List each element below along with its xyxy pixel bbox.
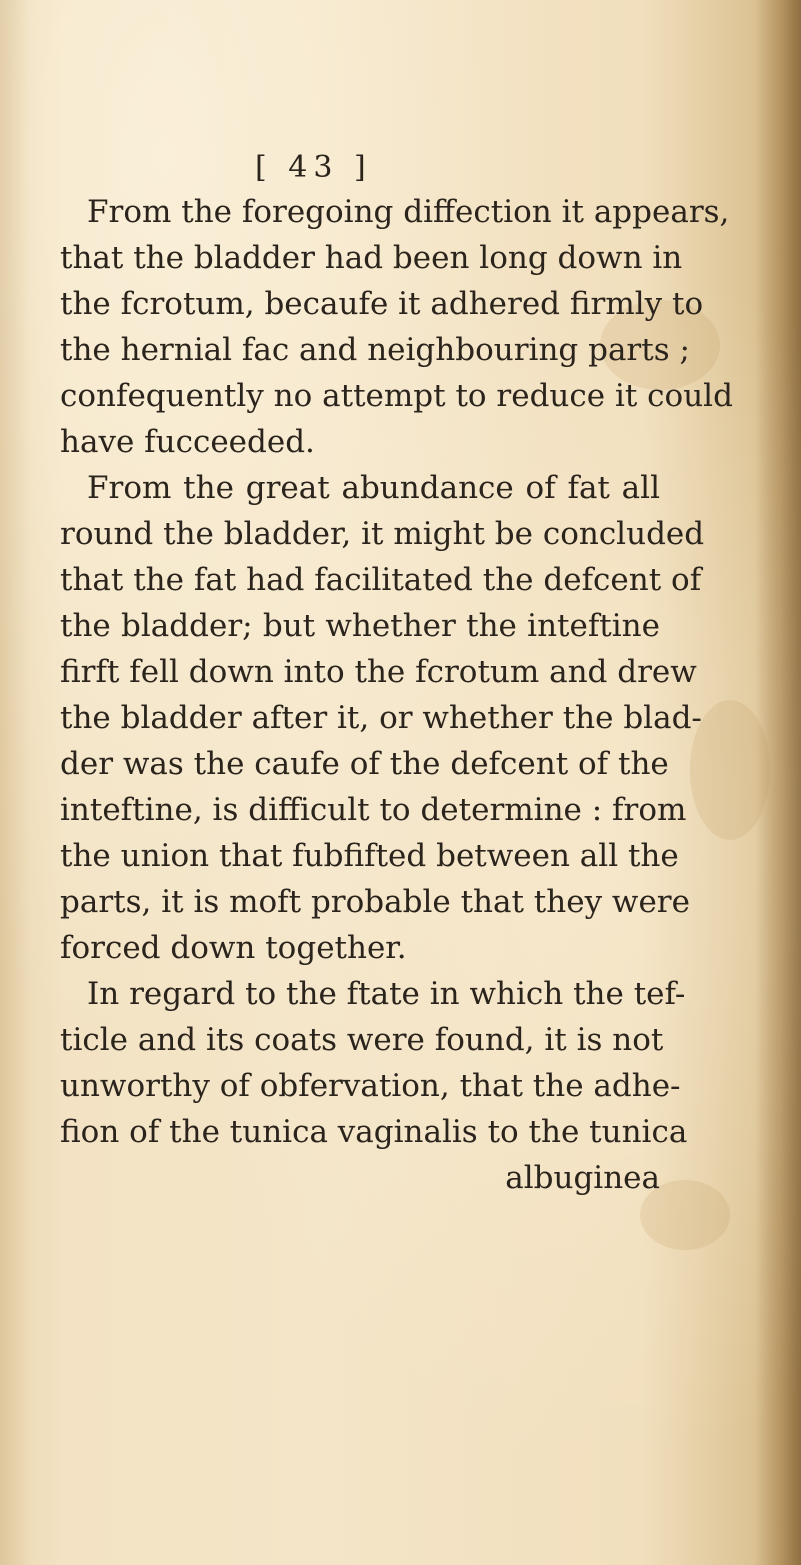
text-line: the hernial fac and neighbouring parts ; bbox=[60, 332, 690, 368]
text-line: From the foregoing diffection it appears, bbox=[87, 194, 730, 230]
text-line: confequently no attempt to reduce it could bbox=[60, 378, 733, 414]
text-line: inteftine, is difficult to determine : from bbox=[60, 792, 687, 828]
text-line: ticle and its coats were found, it is not bbox=[60, 1022, 664, 1058]
text-line: that the fat had facilitated the defcent of bbox=[60, 562, 702, 598]
text-line: der was the caufe of the defcent of the bbox=[60, 746, 669, 782]
text-line: the union that fubfifted between all the bbox=[60, 838, 679, 874]
text-line: From the great abundance of fat all bbox=[87, 470, 660, 506]
catchword: albuginea bbox=[505, 1160, 660, 1196]
text-line: parts, it is moft probable that they were bbox=[60, 884, 690, 920]
text-line: the bladder; but whether the inteftine bbox=[60, 608, 660, 644]
left-edge-shading bbox=[0, 0, 30, 1565]
text-line: forced down together. bbox=[60, 930, 407, 966]
text-line: round the bladder, it might be concluded bbox=[60, 516, 705, 552]
body-text bbox=[60, 189, 733, 1201]
text-line: have fucceeded. bbox=[60, 424, 315, 460]
text-line: firft fell down into the fcrotum and drew bbox=[60, 654, 697, 690]
text-line: that the bladder had been long down in bbox=[60, 240, 683, 276]
text-line: In regard to the ftate in which the tef- bbox=[87, 976, 686, 1012]
paper-stain bbox=[690, 700, 770, 840]
text-line: the fcrotum, becaufe it adhered firmly to bbox=[60, 286, 704, 322]
page-number: [ 43 ] bbox=[255, 150, 372, 185]
text-line: the bladder after it, or whether the blad- bbox=[60, 700, 702, 736]
text-line: unworthy of obfervation, that the adhe- bbox=[60, 1068, 681, 1104]
text-line: fion of the tunica vaginalis to the tunica bbox=[60, 1114, 688, 1150]
